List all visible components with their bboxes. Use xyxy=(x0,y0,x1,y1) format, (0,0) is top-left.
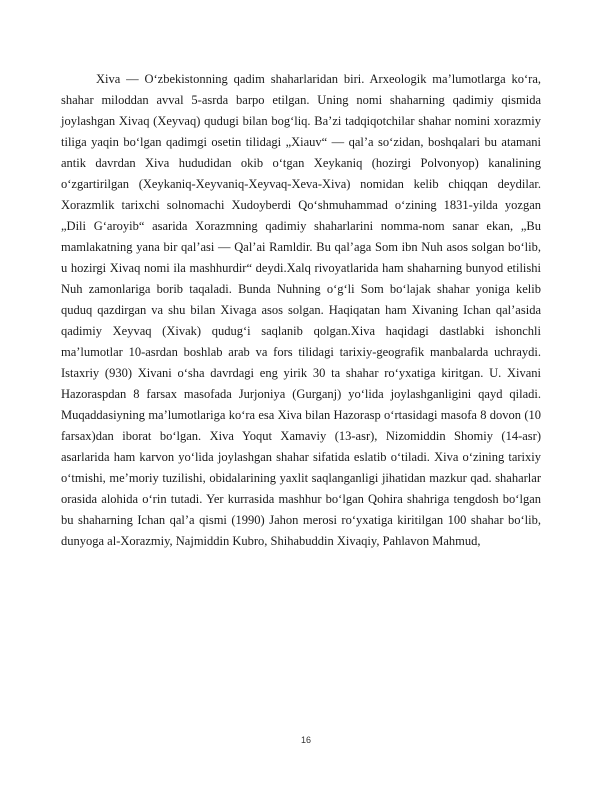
text-block xyxy=(61,69,541,552)
page-number: 16 xyxy=(300,735,311,745)
body-paragraph: Xiva — O‘zbekistonning qadim shaharlaridan biri. Arxeologik maʼlumotlarga ko‘ra, shahar miloddan avval 5-asrda barpo etilgan. Uning nomi shaharning qadimiy qismida joylashgan Xivaq (Xeyvaq) qudugi bilan bog‘liq. Baʼzi tadqiqotchilar shahar nomini xorazmiy tiliga yaqin bo‘lgan qadimgi osetin tilidagi „Xiauv“ — qalʼa so‘zidan, boshqalari bu atamani antik davrdan Xiva hududidan okib o‘tgan Xeykaniq (hozirgi Polvonyop) kanalining o‘zgartirilgan (Xeykaniq-Xeyvaniq-Xeyvaq-Xeva-Xiva) nomidan kelib chiqqan deydilar. Xorazmlik tarixchi solnomachi Xudoyberdi Qo‘shmuhammad o‘zining 1831-yilda yozgan „Dili G‘aroyib“ asarida Xorazmning qadimiy shaharlarini nomma-nom sanar ekan, „Bu mamlakatning yana bir qalʼasi — Qalʼai Ramldir. Bu qalʼaga Som ibn Nuh asos solgan bo‘lib, u hozirgi Xivaq nomi ila mashhurdir“ deydi.Xalq rivoyatlarida ham shaharning bunyod etilishi Nuh zamonlariga borib taqaladi. Bunda Nuhning o‘g‘li Som bo‘lajak shahar yoniga kelib quduq qazdirgan va shu bilan Xivaga asos solgan. Haqiqatan ham Xivaning Ichan qalʼasida qadimiy Xeyvaq (Xivak) qudug‘i saqlanib qolgan.Xiva haqidagi dastlabki ishonchli maʼlumotlar 10-asrdan boshlab arab va fors tilidagi tarixiy-geografik manbalarda uchraydi. Istaxriy (930) Xivani o‘sha davrdagi eng yirik 30 ta shahar ro‘yxatiga kiritgan. U. Xivani Hazoraspdan 8 farsax masofada Jurjoniya (Gurganj) yo‘lida joylashganligini qayd qiladi. Muqaddasiyning maʼlumotlariga ko‘ra esa Xiva bilan Hazorasp o‘rtasidagi masofa 8 dovon (10 farsax)dan iborat bo‘lgan. Xiva Yoqut Xamaviy (13-asr), Nizomiddin Shomiy (14-asr) asarlarida ham karvon yo‘lida joylashgan shahar sifatida eslatib o‘tiladi. Xiva o‘zining tarixiy o‘tmishi, meʼmoriy tuzilishi, obidalarining yaxlit saqlanganligi jihatidan mazkur qad. shaharlar orasida alohida o‘rin tutadi. Yer kurrasida mashhur bo‘lgan Qohira shahriga tengdosh bo‘lgan bu shaharning Ichan qalʼa qismi (1990) Jahon merosi ro‘yxatiga kiritilgan 100 shahar bo‘lib, dunyoga al-Xorazmiy, Najmiddin Kubro, Shihabuddin Xivaqiy, Pahlavon Mahmud, xyxy=(61,72,541,548)
